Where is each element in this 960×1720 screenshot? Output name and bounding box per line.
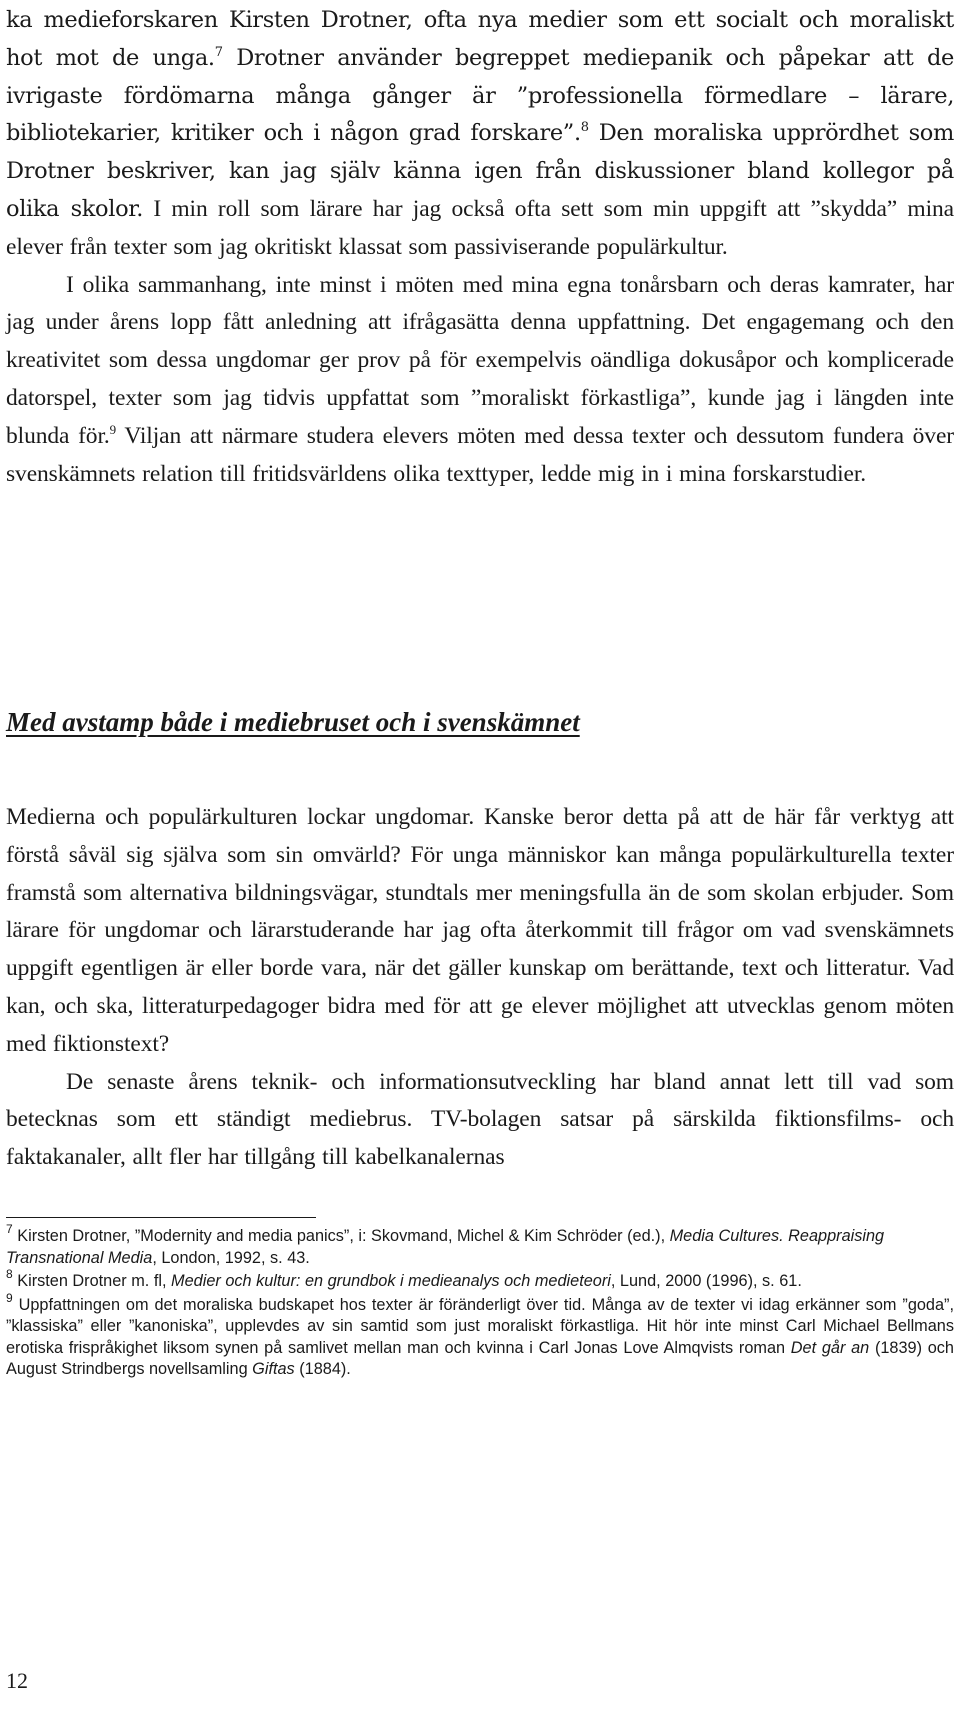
footnote-text: Kirsten Drotner, ”Modernity and media panics”, i: Skovmand, Michel & Kim Schröder (ed.), xyxy=(12,1227,670,1245)
paragraph-3-text-a: Medierna och populärkulturen lockar ungdomar. xyxy=(6,804,475,830)
footnote-number: 7 xyxy=(6,1222,13,1236)
paragraph-3 xyxy=(6,799,954,1064)
paragraph-4-text-a: De senaste årens teknik- och informationsutveckling har bland annat lett till vad som betecknas som ett ständigt mediebrus. xyxy=(6,1068,954,1133)
footnote-title: Media Cultures. Reappraising Transnational Media xyxy=(6,1227,885,1267)
paragraph-3-text-b: Kanske beror detta på att de här får verktyg att förstå såväl sig själva som sin omvärld? xyxy=(6,804,954,868)
paragraph-1-text-b: Drotner använder begreppet mediepanik och påpekar att de ivrigaste fördömarna många gånger är ”professionella förmedlare – lärare, bibliotekarier, kritiker och i någon grad forskare”. xyxy=(6,44,954,147)
paragraph-3-text-d: Som lärare för ungdomar och lärarstuderande har jag ofta återkommit till frågor om vad svenskämnets uppgift egentligen är eller borde vara, när det gäller kunskap om berättande, text och litteratur. xyxy=(6,879,954,982)
paragraph-1-text-a: ka medieforskaren Kirsten Drotner, ofta nya medier som ett socialt och moraliskt hot mot de unga. xyxy=(6,7,954,71)
footnote-number: 8 xyxy=(6,1267,13,1281)
paragraph-2-text-b: Viljan att närmare studera elevers möten med dessa texter och dessutom fundera över svenskämnets relation till fritidsvärldens olika texttyper, ledde mig in i mina forskarstudier. xyxy=(6,422,955,487)
footnote-text: Kirsten Drotner m. fl, xyxy=(12,1272,172,1290)
footnote-text: (1884). xyxy=(294,1360,351,1378)
footnote-ref-9: 9 xyxy=(109,421,117,437)
footnote-text: , Lund, 2000 (1996), s. 61. xyxy=(610,1272,802,1290)
footnote-title: Medier och kultur: en grundbok i medieanalys och medieteori xyxy=(171,1272,611,1290)
footnote-separator xyxy=(6,1217,316,1218)
footnote-title: Giftas xyxy=(252,1360,295,1378)
paragraph-3-text-c: För unga människor kan många populärkulturella texter framstå som alternativa bildningsvägar, stundtals mer meningsfulla än de som skolan erbjuder. xyxy=(6,841,954,906)
paragraph-4 xyxy=(6,1064,954,1177)
footnote-8 xyxy=(6,1267,954,1293)
body-text-block-1 xyxy=(6,2,954,493)
paragraph-2 xyxy=(6,267,954,494)
paragraph-1 xyxy=(6,2,954,267)
footnote-text: , London, 1992, s. 43. xyxy=(152,1248,310,1267)
footnote-text: (1839) och August Strindbergs novellsamling xyxy=(6,1338,954,1378)
footnote-ref-8: 8 xyxy=(580,120,589,136)
footnote-7 xyxy=(6,1222,954,1269)
footnote-number: 9 xyxy=(6,1290,13,1305)
footnote-title: Det går an xyxy=(790,1338,870,1357)
footnote-text: Uppfattningen om det moraliska budskapet hos texter är föränderligt över tid. Många av de texter vi idag erkänner som ”goda”, ”klassiska” eller ”kanoniska”, upplevdes av sin samtid som just moraliskt förkastliga. Hit hör inte minst Carl Michael Bellmans erotiska frispråkighet liksom synen på samlivet mellan man och kvinna i Carl Jonas Love Almqvists roman xyxy=(6,1295,954,1357)
paragraph-3-text-e: Vad kan, och ska, litteraturpedagoger bidra med för att ge elever möjlighet att utvecklas genom möten med fiktionstext? xyxy=(6,955,954,1057)
footnote-9 xyxy=(6,1290,954,1381)
paragraph-1-text-c: Den moraliska upprördhet som Drotner beskriver, kan jag själv känna igen från diskussioner bland kollegor på olika skolor. xyxy=(6,120,954,222)
paragraph-2-text-a: I olika sammanhang, inte minst i möten med mina egna tonårsbarn och deras kamrater, har jag under årens lopp fått anledning att ifrågasätta denna uppfattning. Det engagemang och den kreativitet som dessa ungdomar ger prov på för exempelvis oändliga dokusåpor och komplicerade datorspel, texter som jag tidvis uppfattat som ”moraliskt förkastliga”, kunde jag i längden inte blunda för. xyxy=(6,271,954,449)
footnotes xyxy=(6,1222,954,1383)
section-heading: Med avstamp både i mediebruset och i svenskämnet xyxy=(6,707,580,737)
paragraph-4-text-b: TV-bolagen satsar på särskilda fiktionsfilms- och faktakanaler, allt fler har tillgång till kabelkanalernas xyxy=(6,1106,954,1171)
page-number: 12 xyxy=(6,1668,28,1693)
body-text-block-2 xyxy=(6,799,954,1177)
footnote-ref-7: 7 xyxy=(214,44,223,60)
paragraph-1-text-d: I min roll som lärare har jag också ofta sett som min uppgift att ”skydda” mina elever från texter som jag okritiskt klassat som passiviserande populärkultur. xyxy=(6,195,954,260)
